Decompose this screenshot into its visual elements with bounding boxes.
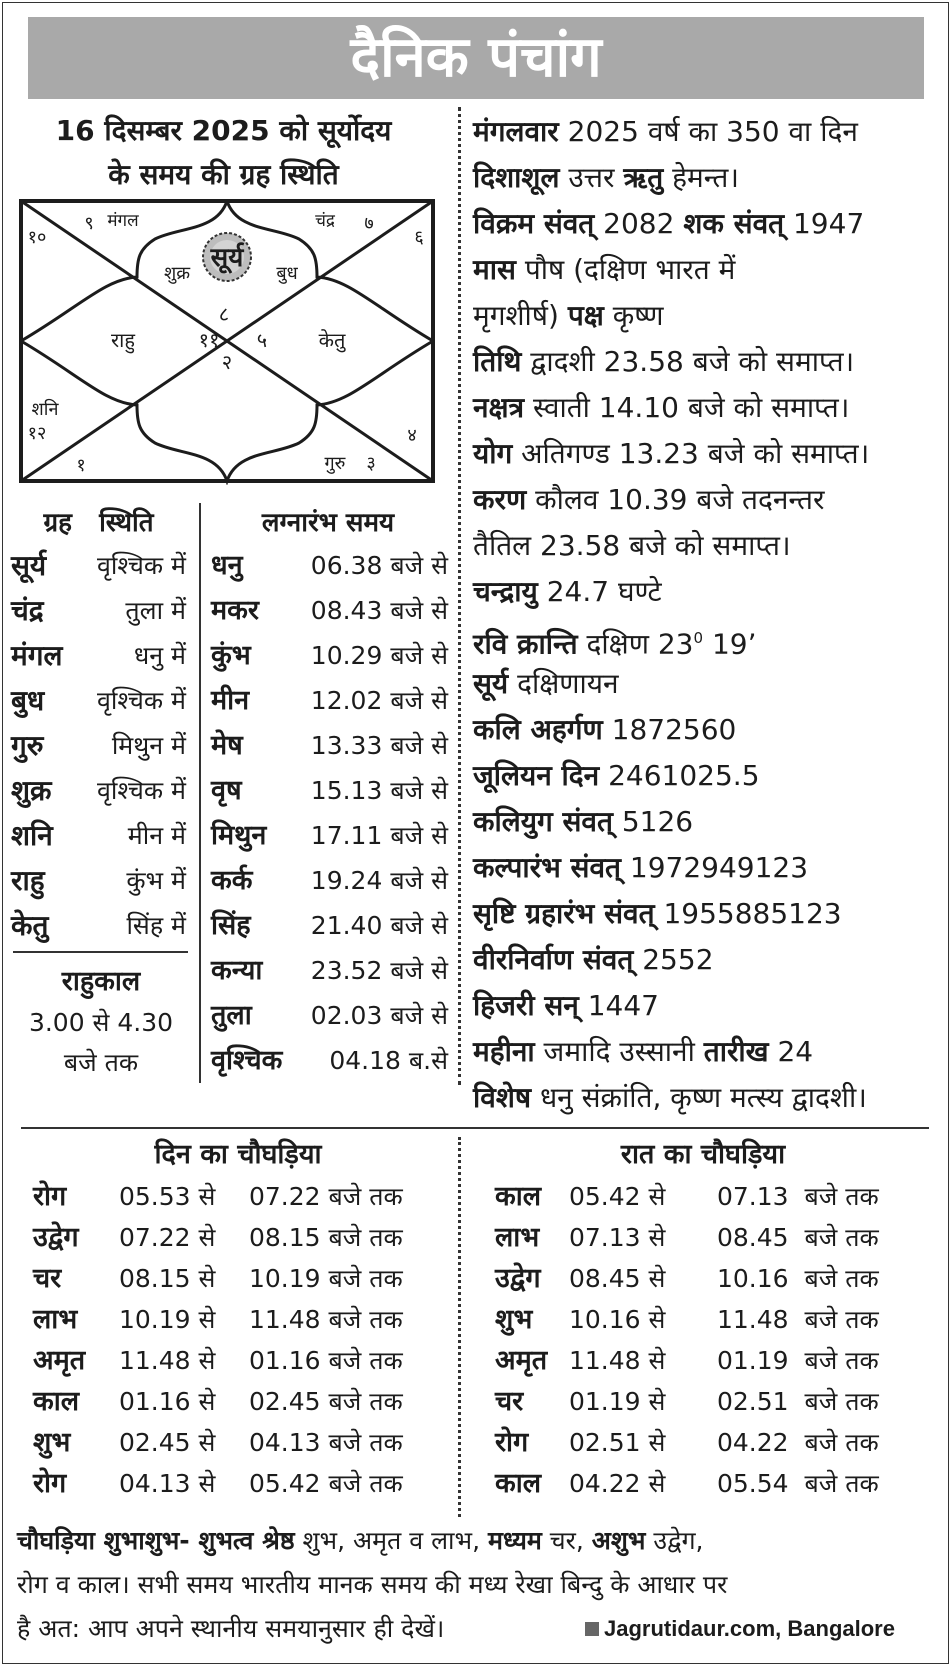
lagna-heading: लग्नारंभ समय bbox=[261, 508, 395, 538]
value: द्वादशी 23.58 बजे को समाप्त। bbox=[521, 345, 855, 378]
label: जूलियन दिन bbox=[473, 759, 600, 792]
raat-row-name: चर bbox=[495, 1386, 524, 1417]
raat-row-from: 02.51 से bbox=[569, 1428, 666, 1457]
graha-planet: शुक्र bbox=[11, 774, 52, 807]
panchang-line-srishti bbox=[473, 891, 943, 937]
graha-sign: तुला में bbox=[125, 596, 186, 625]
label: महीना bbox=[473, 1035, 535, 1068]
din-row-from: 02.45 से bbox=[119, 1428, 216, 1457]
raat-row-from: 10.16 से bbox=[569, 1305, 666, 1334]
raat-row-from: 01.19 से bbox=[569, 1387, 666, 1416]
panchang-line-julian bbox=[473, 753, 943, 799]
din-row-name: अमृत bbox=[33, 1345, 86, 1376]
house-3: ३ bbox=[366, 453, 376, 474]
value: तैतिल 23.58 बजे को समाप्त। bbox=[473, 529, 791, 562]
house-5: ५ bbox=[256, 328, 268, 352]
raat-row-to: 10.16 बजे तक bbox=[717, 1264, 879, 1293]
rahukaal-title: राहुकाल bbox=[61, 966, 141, 997]
graha-sign: वृश्चिक में bbox=[97, 776, 186, 805]
din-row-from: 04.13 से bbox=[119, 1469, 216, 1498]
din-row-to: 02.45 बजे तक bbox=[249, 1387, 403, 1416]
house-6: ६ bbox=[414, 227, 424, 248]
panchang-line-paksha bbox=[473, 293, 943, 339]
raat-row-name: उद्वेग bbox=[495, 1263, 541, 1294]
graha-sign: धनु में bbox=[133, 641, 186, 670]
panchang-line-tithi bbox=[473, 339, 943, 385]
raat-row-from: 07.13 से bbox=[569, 1223, 666, 1252]
planet-rahu: राहु bbox=[111, 328, 135, 352]
din-row-to: 04.13 बजे तक bbox=[249, 1428, 403, 1457]
label: रवि क्रान्ति bbox=[473, 627, 578, 661]
din-row-from: 08.15 से bbox=[119, 1264, 216, 1293]
panchang-line-dishashool bbox=[473, 155, 943, 201]
din-row-from: 07.22 से bbox=[119, 1223, 216, 1252]
value: उत्तर bbox=[559, 161, 624, 194]
upper-dotted-divider bbox=[458, 107, 461, 1085]
value: धनु संक्रांति, कृष्ण मत्स्य द्वादशी। bbox=[531, 1081, 867, 1114]
graha-sthiti-heading: ग्रह स्थिति bbox=[43, 508, 154, 538]
label: शक संवत् bbox=[683, 207, 785, 240]
lagna-time: 23.52 बजे से bbox=[310, 956, 448, 985]
graha-heading-line1: 16 दिसम्बर 2025 को सूर्योदय bbox=[55, 114, 392, 147]
value: दक्षिण 23 bbox=[577, 627, 694, 661]
footer-line-3: है अत: आप अपने स्थानीय समयानुसार ही देखें। bbox=[17, 1614, 445, 1643]
graha-planet: केतु bbox=[11, 909, 49, 942]
column-divider bbox=[199, 503, 201, 1083]
banner-title: दैनिक पंचांग bbox=[28, 17, 924, 99]
house-8: ८ bbox=[218, 302, 230, 326]
raat-row-from: 11.48 से bbox=[569, 1346, 666, 1375]
graha-planet: राहु bbox=[11, 864, 45, 897]
lagna-time: 02.03 बजे से bbox=[310, 1001, 448, 1030]
value: अतिगण्ड 13.23 बजे को समाप्त। bbox=[512, 437, 870, 470]
square-bullet-icon bbox=[585, 1622, 599, 1636]
din-row-to: 08.15 बजे तक bbox=[249, 1223, 403, 1252]
chart-center-label: सूर्य bbox=[210, 243, 244, 273]
din-row-to: 05.42 बजे तक bbox=[249, 1469, 403, 1498]
panchang-line-mahina bbox=[473, 1029, 943, 1075]
value: कौलव 10.39 बजे तदनन्तर bbox=[526, 483, 825, 516]
label: दिशाशूल bbox=[473, 161, 560, 194]
graha-heading bbox=[21, 109, 426, 197]
house-12: १२ bbox=[27, 423, 47, 444]
degree-sup: 0 bbox=[693, 629, 704, 647]
value: 24 bbox=[768, 1035, 814, 1068]
planet-ketu: केतु bbox=[318, 328, 346, 352]
value: 1955885123 bbox=[654, 897, 842, 930]
lagna-sign: धनु bbox=[211, 550, 243, 581]
raat-row-to: 01.19 बजे तक bbox=[717, 1346, 879, 1375]
lagna-time: 13.33 बजे से bbox=[310, 731, 448, 760]
panchang-page bbox=[3, 3, 948, 1663]
label: पक्ष bbox=[567, 299, 604, 332]
graha-sign: मिथुन में bbox=[111, 731, 186, 760]
label: चन्द्रायु bbox=[473, 575, 538, 608]
din-row-from: 10.19 से bbox=[119, 1305, 216, 1334]
din-row-to: 01.16 बजे तक bbox=[249, 1346, 403, 1375]
lagna-time: 12.02 बजे से bbox=[310, 686, 448, 715]
panchang-line-chandrayu bbox=[473, 569, 943, 615]
lagna-sign: तुला bbox=[211, 1000, 252, 1031]
lagna-time: 17.11 बजे से bbox=[310, 821, 448, 850]
planet-shukra: शुक्र bbox=[163, 263, 191, 284]
panchang-line-veer bbox=[473, 937, 943, 983]
din-row-name: शुभ bbox=[33, 1427, 71, 1458]
raat-row-to: 11.48 बजे तक bbox=[717, 1305, 879, 1334]
lagna-sign: मीन bbox=[211, 685, 250, 716]
raat-row-to: 04.22 बजे तक bbox=[717, 1428, 879, 1457]
din-row-from: 11.48 से bbox=[119, 1346, 216, 1375]
raat-row-from: 04.22 से bbox=[569, 1469, 666, 1498]
value: मृगशीर्ष) bbox=[473, 299, 568, 332]
din-row-from: 05.53 से bbox=[119, 1182, 216, 1211]
panchang-line-yoga bbox=[473, 431, 943, 477]
house-10: १० bbox=[27, 227, 47, 248]
raat-row-to: 05.54 बजे तक bbox=[717, 1469, 879, 1498]
rahukaal-divider bbox=[13, 951, 188, 953]
label: मास bbox=[473, 253, 516, 286]
raat-row-to: 02.51 बजे तक bbox=[717, 1387, 879, 1416]
label: विशेष bbox=[473, 1081, 532, 1114]
panchang-line-kalparambh bbox=[473, 845, 943, 891]
rahukaal-time: 3.00 से 4.30 bbox=[28, 1008, 174, 1037]
graha-planet: मंगल bbox=[11, 639, 63, 672]
value: हेमन्त। bbox=[663, 161, 739, 194]
graha-sign: वृश्चिक में bbox=[97, 686, 186, 715]
house-9: ९ bbox=[84, 213, 94, 234]
rahukaal-suffix: बजे तक bbox=[63, 1048, 139, 1077]
graha-planet: बुध bbox=[11, 684, 45, 717]
panchang-line-nakshatra bbox=[473, 385, 943, 431]
din-row-to: 10.19 बजे तक bbox=[249, 1264, 403, 1293]
label: योग bbox=[473, 437, 513, 470]
lagna-sign: मकर bbox=[211, 595, 259, 626]
footer-label: मध्यम bbox=[488, 1526, 542, 1555]
label: तारीख bbox=[703, 1035, 769, 1068]
lower-dotted-divider bbox=[458, 1137, 461, 1517]
lagna-sign: मेष bbox=[211, 730, 243, 761]
lagna-sign: कुंभ bbox=[211, 640, 251, 671]
raat-row-to: 08.45 बजे तक bbox=[717, 1223, 879, 1252]
lagna-sign: सिंह bbox=[211, 910, 251, 941]
raat-row-name: शुभ bbox=[495, 1304, 533, 1335]
din-row-from: 01.16 से bbox=[119, 1387, 216, 1416]
footer-text: उद्वेग, bbox=[645, 1526, 704, 1555]
footer-text: चर, bbox=[541, 1526, 592, 1555]
label: मंगलवार bbox=[473, 115, 559, 148]
value: 24.7 घण्टे bbox=[537, 575, 662, 608]
raat-row-name: अमृत bbox=[495, 1345, 548, 1376]
value: जमादि उस्सानी bbox=[534, 1035, 704, 1068]
din-row-name: चर bbox=[33, 1263, 62, 1294]
planet-guru: गुरु bbox=[324, 453, 346, 474]
panchang-line-day bbox=[473, 109, 943, 155]
value: 19’ bbox=[703, 627, 757, 661]
panchang-line-vishesh bbox=[473, 1075, 943, 1121]
value: 1972949123 bbox=[621, 851, 809, 884]
panchang-line-samvat bbox=[473, 201, 943, 247]
label: वीरनिर्वाण संवत् bbox=[473, 943, 634, 976]
label: ऋतु bbox=[623, 161, 664, 194]
lagna-time: 15.13 बजे से bbox=[310, 776, 448, 805]
din-row-to: 11.48 बजे तक bbox=[249, 1305, 403, 1334]
value: 1947 bbox=[784, 207, 865, 240]
house-4: ४ bbox=[407, 425, 417, 446]
footer-line-2: रोग व काल। सभी समय भारतीय मानक समय की मध्य रेखा बिन्दु के आधार पर bbox=[17, 1570, 728, 1599]
lagna-sign: वृश्चिक bbox=[211, 1045, 283, 1076]
choghadiya-top-rule bbox=[21, 1127, 929, 1129]
value: दक्षिणायन bbox=[508, 667, 619, 700]
credit-text: Jagrutidaur.com, Bangalore bbox=[604, 1616, 895, 1641]
lagna-time: 06.38 बजे से bbox=[310, 551, 448, 580]
label: कलियुग संवत् bbox=[473, 805, 613, 838]
label: तिथि bbox=[473, 345, 522, 378]
panchang-line-kranti bbox=[473, 615, 943, 667]
planet-chandra: चंद्र bbox=[315, 211, 335, 231]
label: हिजरी सन् bbox=[473, 989, 579, 1022]
raat-choghadiya-heading: रात का चौघड़िया bbox=[620, 1139, 786, 1170]
footer-label: अशुभ bbox=[591, 1526, 646, 1555]
graha-sign: सिंह में bbox=[126, 911, 186, 940]
graha-planet: चंद्र bbox=[11, 594, 44, 627]
panchang-line-karan bbox=[473, 477, 943, 523]
raat-row-from: 08.45 से bbox=[569, 1264, 666, 1293]
lagna-time: 08.43 बजे से bbox=[310, 596, 448, 625]
raat-row-name: रोग bbox=[495, 1427, 529, 1458]
din-row-name: रोग bbox=[33, 1181, 67, 1212]
raat-row-from: 05.42 से bbox=[569, 1182, 666, 1211]
graha-planet: गुरु bbox=[11, 729, 44, 762]
din-row-to: 07.22 बजे तक bbox=[249, 1182, 403, 1211]
label: कल्पारंभ संवत् bbox=[473, 851, 622, 884]
lagna-sign: मिथुन bbox=[211, 820, 267, 851]
din-choghadiya-heading: दिन का चौघड़िया bbox=[154, 1139, 322, 1170]
lagna-time: 10.29 बजे से bbox=[310, 641, 448, 670]
footer-line-1 bbox=[17, 1519, 937, 1563]
din-row-name: उद्वेग bbox=[33, 1222, 79, 1253]
lagna-time: 04.18 ब.से bbox=[329, 1046, 448, 1075]
planet-shani: शनि bbox=[31, 399, 59, 420]
footer-text: शुभ, अमृत व लाभ, bbox=[294, 1526, 488, 1555]
panchang-line-maas bbox=[473, 247, 943, 293]
graha-sign: वृश्चिक में bbox=[97, 551, 186, 580]
value: 2461025.5 bbox=[599, 759, 760, 792]
value: कृष्ण bbox=[603, 299, 664, 332]
house-11: ११ bbox=[198, 328, 220, 352]
value: 2025 वर्ष का 350 वा दिन bbox=[558, 115, 858, 148]
din-row-name: काल bbox=[33, 1386, 80, 1417]
graha-heading-line2: के समय की ग्रह स्थिति bbox=[108, 158, 339, 191]
value: 5126 bbox=[612, 805, 694, 838]
panchang-line-kali bbox=[473, 707, 943, 753]
label: करण bbox=[473, 483, 527, 516]
label: सृष्टि ग्रहारंभ संवत् bbox=[473, 897, 655, 930]
panchang-line-hijri bbox=[473, 983, 943, 1029]
lagna-time: 21.40 बजे से bbox=[310, 911, 448, 940]
footer-label: चौघड़िया शुभाशुभ- शुभत्व श्रेष्ठ bbox=[17, 1526, 295, 1555]
value: स्वाती 14.10 बजे को समाप्त। bbox=[524, 391, 850, 424]
graha-sign: मीन में bbox=[127, 821, 186, 850]
planet-mangal: मंगल bbox=[107, 211, 139, 231]
house-2: २ bbox=[221, 350, 233, 374]
planet-budh: बुध bbox=[276, 263, 298, 284]
din-row-name: रोग bbox=[33, 1468, 67, 1499]
lagna-sign: वृष bbox=[211, 775, 242, 806]
graha-planet: सूर्य bbox=[11, 549, 47, 582]
value: 2082 bbox=[594, 207, 684, 240]
raat-row-name: काल bbox=[495, 1468, 542, 1499]
panchang-line-surya bbox=[473, 661, 943, 707]
value: पौष (दक्षिण भारत में bbox=[515, 253, 736, 286]
label: कलि अहर्गण bbox=[473, 713, 603, 746]
label: नक्षत्र bbox=[473, 391, 525, 424]
footer-credit bbox=[585, 1607, 935, 1651]
din-row-name: लाभ bbox=[33, 1304, 78, 1335]
lagna-sign: कर्क bbox=[211, 865, 253, 896]
panchang-line-kaliyug bbox=[473, 799, 943, 845]
raat-row-name: लाभ bbox=[495, 1222, 540, 1253]
graha-sign: कुंभ में bbox=[126, 866, 186, 895]
label: सूर्य bbox=[473, 667, 509, 700]
raat-row-name: काल bbox=[495, 1181, 542, 1212]
panchang-line-karan-cont bbox=[473, 523, 943, 569]
lagna-time: 19.24 बजे से bbox=[310, 866, 448, 895]
raat-row-to: 07.13 बजे तक bbox=[717, 1182, 879, 1211]
value: 2552 bbox=[633, 943, 714, 976]
value: 1872560 bbox=[602, 713, 737, 746]
house-1: १ bbox=[76, 455, 86, 476]
label: विक्रम संवत् bbox=[473, 207, 595, 240]
lagna-sign: कन्या bbox=[211, 955, 263, 986]
graha-planet: शनि bbox=[11, 819, 53, 852]
house-7: ७ bbox=[364, 213, 374, 234]
kundali-chart bbox=[19, 199, 435, 485]
value: 1447 bbox=[578, 989, 659, 1022]
